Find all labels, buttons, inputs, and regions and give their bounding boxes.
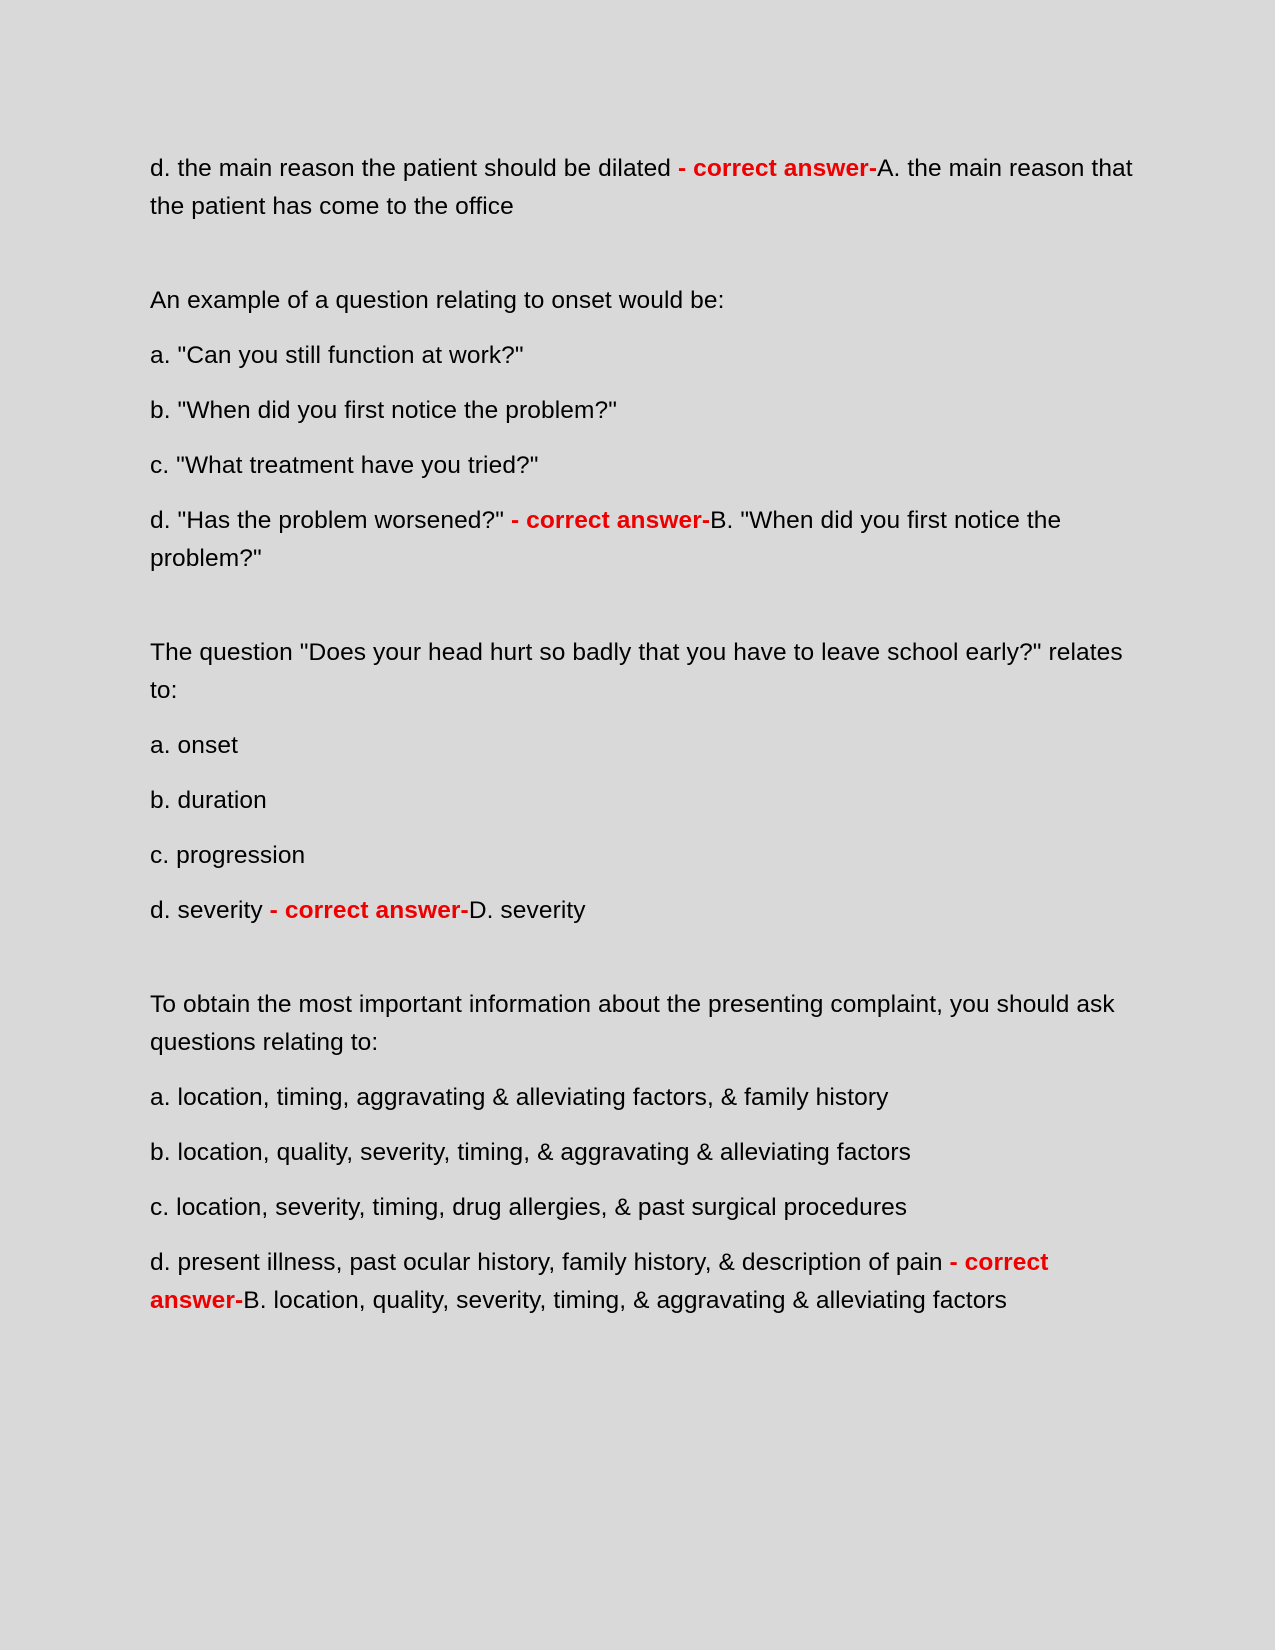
option-c: c. "What treatment have you tried?" [150,452,539,479]
correct-answer-text: A. the main reason that the patient has come to the office [150,155,1133,220]
option-a: a. onset [150,732,238,759]
option-d: d. "Has the problem worsened?" [150,507,511,534]
option-a: a. location, timing, aggravating & alleviating factors, & family history [150,1084,889,1111]
question-text: An example of a question relating to onset would be: [150,287,725,314]
answer-line [150,892,1145,930]
option-d: d. the main reason the patient should be dilated [150,155,678,182]
option-b: b. duration [150,787,267,814]
option-b: b. "When did you first notice the problem?" [150,397,618,424]
correct-answer-text: B. location, quality, severity, timing, & aggravating & alleviating factors [243,1287,1008,1314]
option-d: d. severity [150,897,270,924]
question-block-dilation [150,150,1145,226]
answer-line [150,150,1145,226]
answer-line [150,1244,1145,1320]
option-b: b. location, quality, severity, timing, & aggravating & alleviating factors [150,1139,912,1166]
correct-answer-marker: - correct answer- [150,1249,1049,1314]
question-block-onset [150,282,1145,578]
correct-answer-marker: - correct answer- [269,897,469,924]
question-block-severity [150,634,1145,930]
option-d: d. present illness, past ocular history, family history, & description of pain [150,1249,950,1276]
correct-answer-marker: - correct answer- [677,155,878,182]
question-text: To obtain the most important information about the presenting complaint, you should ask questions relating to: [150,991,1115,1056]
option-a: a. "Can you still function at work?" [150,342,524,369]
question-text: The question "Does your head hurt so badly that you have to leave school early?" relates to: [150,639,1123,704]
correct-answer-text: B. "When did you first notice the problem?" [150,507,1062,572]
answer-line [150,502,1145,578]
option-c: c. progression [150,842,306,869]
question-block-presenting-complaint [150,986,1145,1320]
option-c: c. location, severity, timing, drug allergies, & past surgical procedures [150,1194,908,1221]
correct-answer-text: D. severity [468,897,586,924]
correct-answer-marker: - correct answer- [510,507,711,534]
